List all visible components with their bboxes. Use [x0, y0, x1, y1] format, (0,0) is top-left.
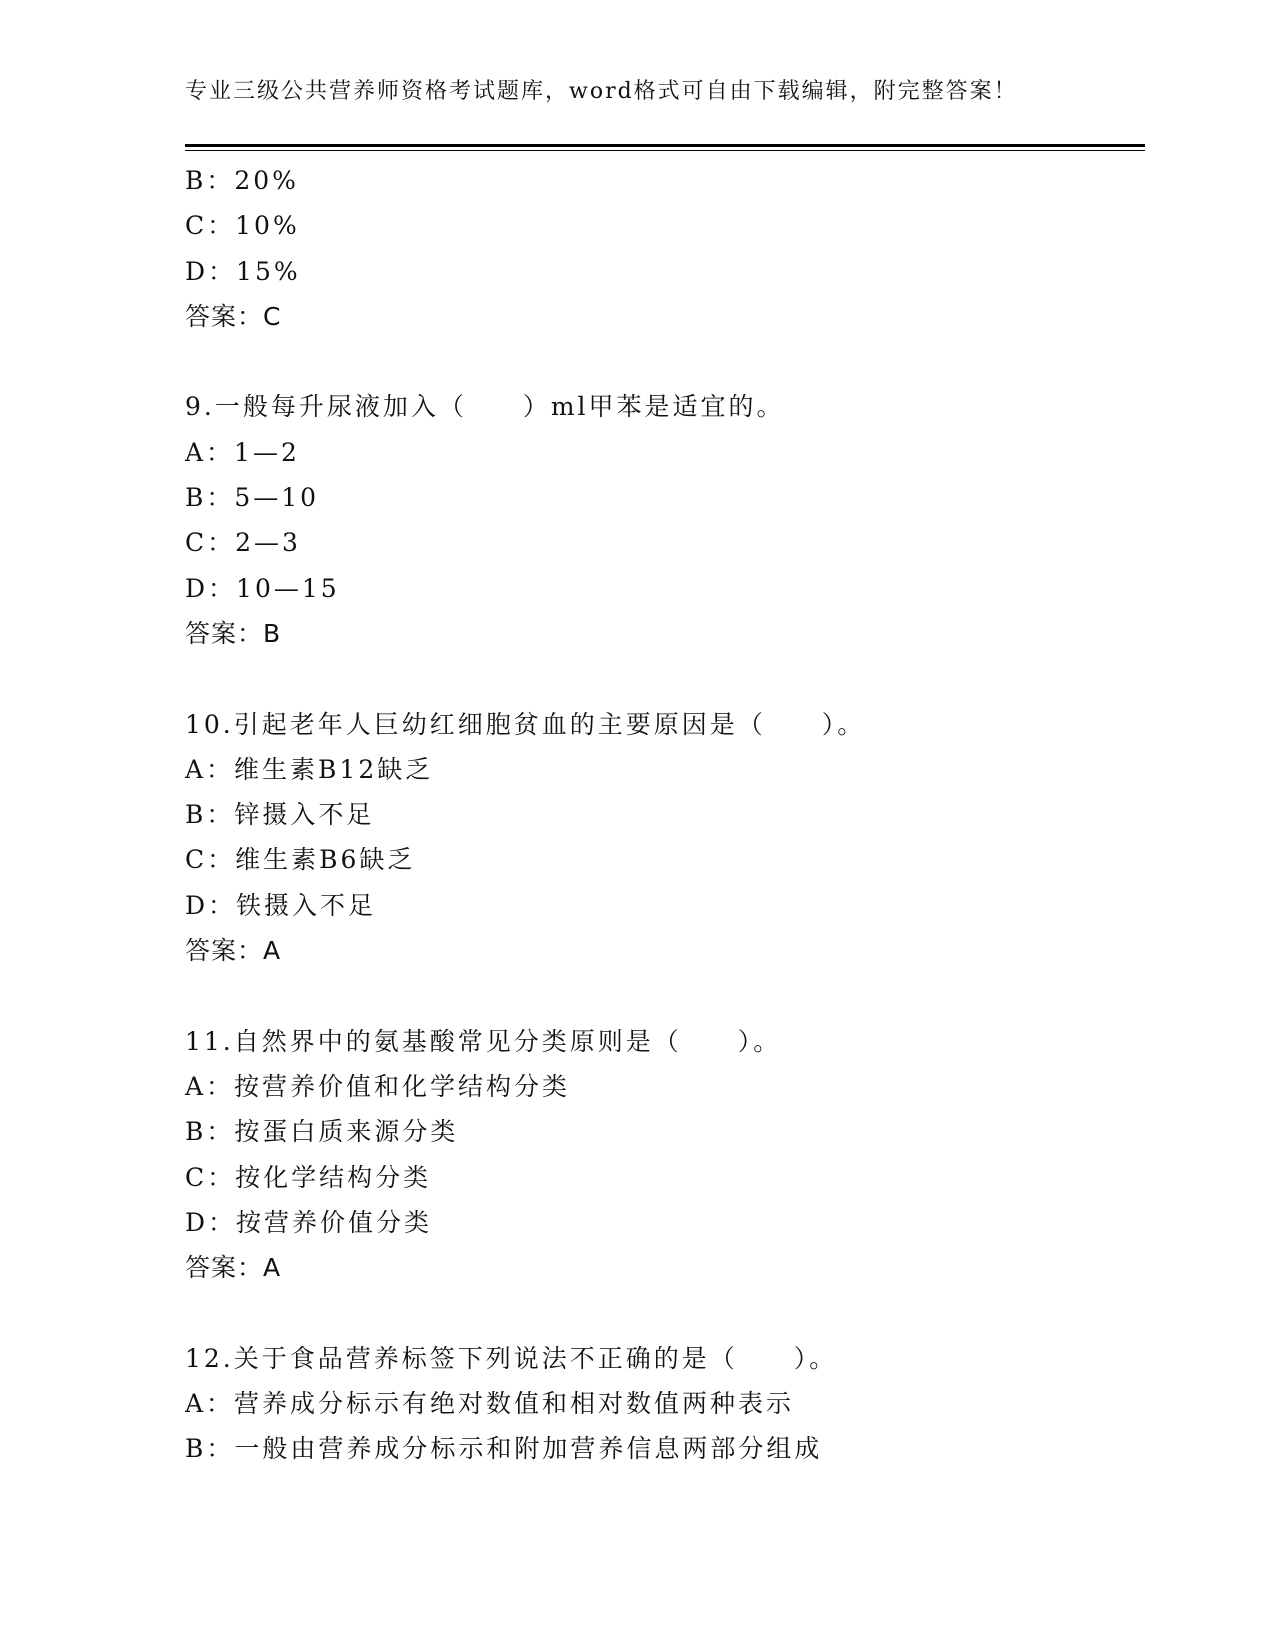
header-rule-thin [185, 150, 1145, 151]
answer-line: 答案：B [185, 618, 282, 648]
option-d: D：铁摄入不足 [185, 890, 377, 920]
answer-line: 答案：A [185, 1253, 282, 1283]
document-body [185, 158, 1145, 1472]
option-c: C：10% [185, 211, 300, 241]
option-a: A：1—2 [185, 437, 300, 467]
header-rule-thick [185, 144, 1145, 147]
option-d: D：15% [185, 256, 301, 286]
spacer [185, 339, 1145, 384]
option-c: C：按化学结构分类 [185, 1162, 432, 1192]
answer-line: 答案：A [185, 936, 282, 966]
question-stem: 12.关于食品营养标签下列说法不正确的是（ ）。 [185, 1343, 838, 1373]
option-a: A：维生素B12缺乏 [185, 754, 434, 784]
option-a: A：营养成分标示有绝对数值和相对数值两种表示 [185, 1389, 795, 1419]
spacer [185, 656, 1145, 701]
answer-line: 答案：C [185, 301, 282, 331]
question-stem: 11.自然界中的氨基酸常见分类原则是（ ）。 [185, 1026, 782, 1056]
spacer [185, 1290, 1145, 1335]
option-d: D：10—15 [185, 573, 340, 603]
option-b: B：5—10 [185, 483, 320, 513]
option-d: D：按营养价值分类 [185, 1207, 433, 1237]
option-b: B：20% [185, 166, 299, 195]
question-stem: 9.一般每升尿液加入（ ）ml甲苯是适宜的。 [185, 392, 785, 422]
question-stem: 10.引起老年人巨幼红细胞贫血的主要原因是（ ）。 [185, 709, 866, 739]
option-b: B：一般由营养成分标示和附加营养信息两部分组成 [185, 1434, 823, 1464]
option-b: B：按蛋白质来源分类 [185, 1117, 459, 1147]
option-b: B：锌摄入不足 [185, 800, 375, 830]
option-c: C：2—3 [185, 528, 301, 558]
option-c: C：维生素B6缺乏 [185, 845, 416, 875]
page-header: 专业三级公共营养师资格考试题库，word格式可自由下载编辑，附完整答案！ [185, 79, 1018, 104]
option-a: A：按营养价值和化学结构分类 [185, 1071, 571, 1101]
spacer [185, 973, 1145, 1018]
